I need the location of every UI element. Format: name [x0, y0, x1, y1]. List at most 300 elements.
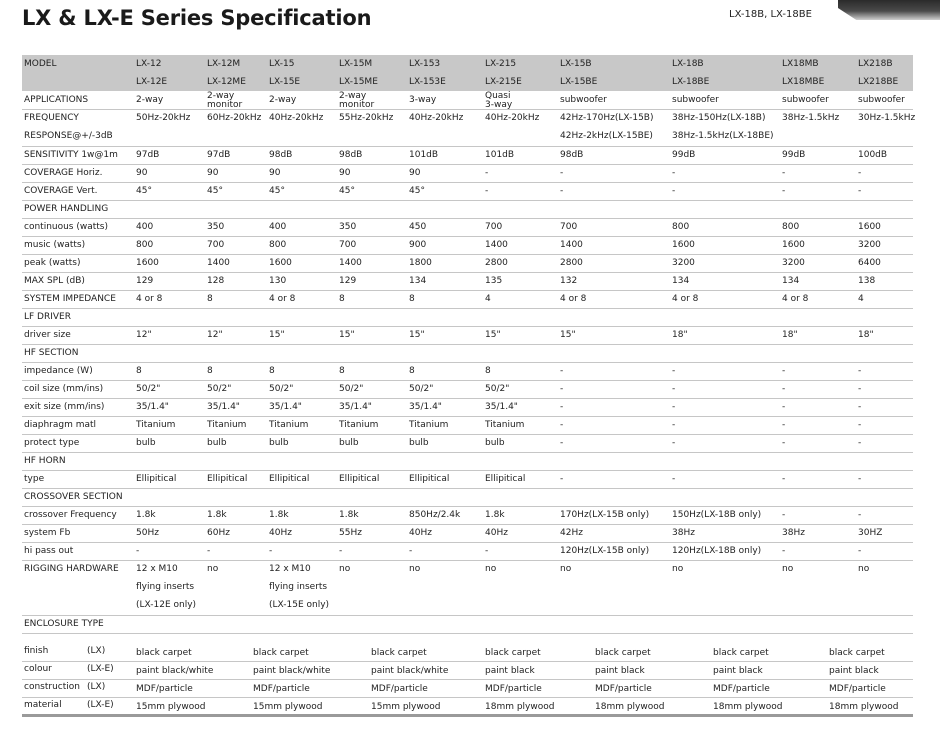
row-value: flying inserts — [269, 582, 328, 592]
row-value: 120Hz(LX-15B only) — [560, 546, 650, 556]
row-value: 8 — [207, 294, 213, 304]
row-value: 90 — [339, 168, 351, 178]
enclosure-value: MDF/particle — [595, 684, 652, 694]
enclosure-row — [22, 679, 913, 698]
row-value: bulb — [269, 438, 289, 448]
row-label: system Fb — [24, 528, 71, 538]
enclosure-value: 18mm plywood — [595, 702, 665, 712]
row-value: Ellipitical — [409, 474, 450, 484]
row-value: 40Hz — [409, 528, 432, 538]
row-value: 350 — [207, 222, 225, 232]
row-value: 1600 — [672, 240, 695, 250]
enclosure-value: paint black — [595, 666, 645, 676]
row-value: - — [560, 474, 564, 484]
row-value: 50/2" — [485, 384, 510, 394]
row-value: 45° — [269, 186, 285, 196]
row-value: 3-way — [485, 100, 513, 110]
row-value: 50/2" — [409, 384, 434, 394]
enclosure-value: 18mm plywood — [713, 702, 783, 712]
table-row — [22, 452, 913, 471]
table-row — [22, 362, 913, 381]
row-value: 700 — [485, 222, 503, 232]
row-value: no — [485, 564, 497, 574]
row-value: 12 x M10 — [136, 564, 178, 574]
row-value: 1.8k — [136, 510, 156, 520]
enclosure-value: MDF/particle — [253, 684, 310, 694]
row-value: 40Hz-20kHz — [485, 113, 540, 123]
row-value: 2-way — [136, 95, 164, 105]
row-value: 30Hz-1.5kHz — [858, 113, 916, 123]
row-value: 45° — [409, 186, 425, 196]
row-value: 4 — [485, 294, 491, 304]
row-label: peak (watts) — [24, 258, 81, 268]
row-value: - — [782, 546, 786, 556]
row-value: - — [672, 438, 676, 448]
row-value: 2800 — [560, 258, 583, 268]
row-value: 38Hz — [672, 528, 695, 538]
row-value: 134 — [782, 276, 800, 286]
enclosure-variant: (LX-E) — [87, 664, 114, 674]
model-name: LX18MB — [782, 59, 819, 69]
enclosure-label: colour — [24, 664, 52, 674]
row-value: 8 — [409, 294, 415, 304]
model-name-e: LX-15ME — [339, 77, 378, 87]
enclosure-value: MDF/particle — [136, 684, 193, 694]
row-label: COVERAGE Vert. — [24, 186, 98, 196]
enclosure-label: construction — [24, 682, 80, 692]
row-value: - — [560, 168, 564, 178]
row-value: (LX-12E only) — [136, 600, 197, 610]
row-label: ENCLOSURE TYPE — [24, 619, 104, 629]
model-name-e: LX-15BE — [560, 77, 598, 87]
row-value: - — [560, 366, 564, 376]
row-value: 38Hz-1.5kHz — [782, 113, 840, 123]
table-row — [22, 200, 913, 219]
row-value: no — [560, 564, 572, 574]
row-value: - — [672, 366, 676, 376]
row-value: 15" — [339, 330, 355, 340]
row-value: 12" — [136, 330, 152, 340]
row-value: 45° — [136, 186, 152, 196]
row-value: 55Hz — [339, 528, 362, 538]
row-value: Ellipitical — [485, 474, 526, 484]
row-value: 99dB — [782, 150, 806, 160]
row-value: 8 — [409, 366, 415, 376]
row-value: 1.8k — [207, 510, 227, 520]
enclosure-value: paint black/white — [253, 666, 331, 676]
table-row — [22, 615, 913, 634]
enclosure-variant: (LX) — [87, 646, 106, 656]
row-value: - — [672, 474, 676, 484]
row-value: - — [858, 510, 862, 520]
table-row — [22, 236, 913, 255]
row-value: 98dB — [339, 150, 363, 160]
model-label: MODEL — [24, 59, 57, 69]
table-row — [22, 380, 913, 399]
row-value: no — [858, 564, 870, 574]
enclosure-value: paint black — [485, 666, 535, 676]
table-row — [22, 308, 913, 327]
row-value: Ellipitical — [136, 474, 177, 484]
row-value: - — [560, 402, 564, 412]
row-value: 90 — [207, 168, 219, 178]
row-value: 42Hz — [560, 528, 583, 538]
table-row — [22, 506, 913, 525]
page-title: LX & LX-E Series Specification — [22, 6, 372, 30]
row-value: 4 or 8 — [782, 294, 809, 304]
model-name: LX-18B — [672, 59, 704, 69]
row-value: - — [782, 438, 786, 448]
enclosure-value: black carpet — [713, 648, 769, 658]
speaker-product-image — [838, 0, 940, 20]
enclosure-value: 18mm plywood — [829, 702, 899, 712]
row-value: - — [782, 168, 786, 178]
table-row — [22, 326, 913, 345]
row-value: 120Hz(LX-18B only) — [672, 546, 762, 556]
model-name: LX-153 — [409, 59, 441, 69]
row-value: 1.8k — [269, 510, 289, 520]
row-value: 129 — [339, 276, 357, 286]
model-name-e: LX218BE — [858, 77, 899, 87]
table-row — [22, 146, 913, 165]
row-label: type — [24, 474, 45, 484]
row-value: - — [339, 546, 343, 556]
table-row — [22, 290, 913, 309]
table-row — [22, 470, 913, 489]
row-value: 6400 — [858, 258, 881, 268]
row-value: 1600 — [136, 258, 159, 268]
image-caption: LX-18B, LX-18BE — [729, 9, 812, 20]
enclosure-value: black carpet — [595, 648, 651, 658]
bottom-rule — [22, 714, 913, 717]
row-value: 50Hz — [136, 528, 159, 538]
row-label: COVERAGE Horiz. — [24, 168, 103, 178]
row-value: - — [207, 546, 211, 556]
row-label: HF HORN — [24, 456, 66, 466]
enclosure-value: black carpet — [829, 648, 885, 658]
table-row — [22, 254, 913, 273]
row-value: - — [485, 546, 489, 556]
row-value: 35/1.4" — [207, 402, 240, 412]
row-value: 60Hz — [207, 528, 230, 538]
row-value: - — [560, 438, 564, 448]
enclosure-value: MDF/particle — [829, 684, 886, 694]
row-value: 1.8k — [485, 510, 505, 520]
row-label: LF DRIVER — [24, 312, 71, 322]
row-value: - — [782, 366, 786, 376]
row-value: 128 — [207, 276, 225, 286]
row-value: 150Hz(LX-18B only) — [672, 510, 762, 520]
row-value: - — [782, 402, 786, 412]
row-value: 1600 — [782, 240, 805, 250]
row-value: - — [269, 546, 273, 556]
row-label: RIGGING HARDWARE — [24, 564, 119, 574]
model-name: LX-15 — [269, 59, 295, 69]
enclosure-value: paint black — [829, 666, 879, 676]
row-label: CROSSOVER SECTION — [24, 492, 123, 502]
row-value: - — [782, 474, 786, 484]
row-value: 400 — [136, 222, 154, 232]
row-value: 45° — [207, 186, 223, 196]
table-row — [22, 542, 913, 561]
table-row — [22, 434, 913, 453]
row-value: 1400 — [485, 240, 508, 250]
enclosure-variant: (LX) — [87, 682, 106, 692]
row-label: music (watts) — [24, 240, 86, 250]
row-value: 800 — [136, 240, 154, 250]
row-value: 45° — [339, 186, 355, 196]
row-value: 700 — [560, 222, 578, 232]
row-value: 1400 — [560, 240, 583, 250]
table-row — [22, 416, 913, 435]
row-value: Ellipitical — [269, 474, 310, 484]
row-value: 1.8k — [339, 510, 359, 520]
model-name: LX-15M — [339, 59, 373, 69]
row-value: 4 or 8 — [269, 294, 296, 304]
row-value: 15" — [409, 330, 425, 340]
row-value: - — [858, 438, 862, 448]
row-value: bulb — [339, 438, 359, 448]
row-value: (LX-15E only) — [269, 600, 330, 610]
row-value: 350 — [339, 222, 357, 232]
row-value: 700 — [207, 240, 225, 250]
enclosure-value: 18mm plywood — [485, 702, 555, 712]
row-value: 98dB — [560, 150, 584, 160]
row-value: 30HZ — [858, 528, 883, 538]
row-value: 170Hz(LX-15B only) — [560, 510, 650, 520]
row-value: 35/1.4" — [409, 402, 442, 412]
model-name-e: LX-18BE — [672, 77, 710, 87]
row-value: Titanium — [136, 420, 176, 430]
row-value: 15" — [560, 330, 576, 340]
row-value: - — [672, 420, 676, 430]
row-value: 1400 — [207, 258, 230, 268]
row-value: bulb — [409, 438, 429, 448]
row-value: 135 — [485, 276, 503, 286]
row-value: 8 — [339, 366, 345, 376]
row-value: 134 — [409, 276, 427, 286]
row-value: 8 — [339, 294, 345, 304]
row-value: 18" — [858, 330, 874, 340]
row-value: 99dB — [672, 150, 696, 160]
row-value: 8 — [207, 366, 213, 376]
row-label: APPLICATIONS — [24, 95, 89, 105]
enclosure-label: material — [24, 700, 62, 710]
row-value: - — [858, 402, 862, 412]
row-value: 18" — [782, 330, 798, 340]
row-value: Titanium — [269, 420, 309, 430]
row-label: driver size — [24, 330, 71, 340]
row-value: 35/1.4" — [269, 402, 302, 412]
row-value: 4 or 8 — [672, 294, 699, 304]
row-value: 38Hz — [782, 528, 805, 538]
enclosure-value: paint black/white — [371, 666, 449, 676]
row-value: 400 — [269, 222, 287, 232]
row-value: 1800 — [409, 258, 432, 268]
row-label: FREQUENCY — [24, 113, 79, 123]
table-row — [22, 344, 913, 363]
row-value: 55Hz-20kHz — [339, 113, 394, 123]
model-name: LX-215 — [485, 59, 517, 69]
row-value: 42Hz-2kHz(LX-15BE) — [560, 131, 653, 141]
row-label: coil size (mm/ins) — [24, 384, 104, 394]
row-value: 50/2" — [339, 384, 364, 394]
row-value: 101dB — [409, 150, 439, 160]
row-value: - — [672, 402, 676, 412]
row-value: - — [782, 384, 786, 394]
row-value: 2-way — [207, 91, 235, 101]
row-value: 35/1.4" — [136, 402, 169, 412]
row-value: - — [858, 420, 862, 430]
enclosure-value: MDF/particle — [371, 684, 428, 694]
row-label: RESPONSE@+/-3dB — [24, 131, 113, 141]
table-row — [22, 164, 913, 183]
row-value: - — [672, 168, 676, 178]
row-label: impedance (W) — [24, 366, 93, 376]
row-value: 50/2" — [136, 384, 161, 394]
row-value: 800 — [782, 222, 800, 232]
row-value: bulb — [136, 438, 156, 448]
row-value: 15" — [269, 330, 285, 340]
row-label: hi pass out — [24, 546, 74, 556]
row-value: Ellipitical — [339, 474, 380, 484]
row-value: 4 or 8 — [560, 294, 587, 304]
row-value: no — [207, 564, 219, 574]
row-value: 18" — [672, 330, 688, 340]
row-value: no — [409, 564, 421, 574]
row-value: 12" — [207, 330, 223, 340]
row-value: - — [409, 546, 413, 556]
table-row — [22, 398, 913, 417]
table-row — [22, 488, 913, 507]
row-value: 1600 — [269, 258, 292, 268]
table-row — [22, 91, 913, 110]
row-value: 40Hz-20kHz — [409, 113, 464, 123]
row-value: - — [782, 186, 786, 196]
row-value: no — [339, 564, 351, 574]
row-value: 4 — [858, 294, 864, 304]
enclosure-value: black carpet — [371, 648, 427, 658]
row-value: - — [136, 546, 140, 556]
row-value: - — [560, 186, 564, 196]
row-value: flying inserts — [136, 582, 195, 592]
row-value: Titanium — [485, 420, 525, 430]
row-value: - — [672, 186, 676, 196]
row-value: Titanium — [409, 420, 449, 430]
enclosure-value: black carpet — [485, 648, 541, 658]
row-value: subwoofer — [560, 95, 607, 105]
model-name-e: LX-12ME — [207, 77, 246, 87]
enclosure-value: 15mm plywood — [253, 702, 323, 712]
row-value: 35/1.4" — [485, 402, 518, 412]
table-row — [22, 182, 913, 201]
row-value: 800 — [269, 240, 287, 250]
model-name: LX-12 — [136, 59, 162, 69]
row-label: crossover Frequency — [24, 510, 117, 520]
row-value: Titanium — [207, 420, 247, 430]
row-value: 134 — [672, 276, 690, 286]
row-label: HF SECTION — [24, 348, 79, 358]
row-value: - — [858, 384, 862, 394]
row-value: 98dB — [269, 150, 293, 160]
enclosure-value: black carpet — [253, 648, 309, 658]
row-value: 42Hz-170Hz(LX-15B) — [560, 113, 654, 123]
row-value: - — [858, 546, 862, 556]
row-value: 90 — [136, 168, 148, 178]
row-value: Ellipitical — [207, 474, 248, 484]
enclosure-value: paint black — [713, 666, 763, 676]
row-value: Quasi — [485, 91, 511, 101]
enclosure-value: paint black/white — [136, 666, 214, 676]
row-value: 50/2" — [207, 384, 232, 394]
table-row — [22, 272, 913, 291]
row-label: continuous (watts) — [24, 222, 109, 232]
enclosure-row — [22, 661, 913, 680]
row-value: 450 — [409, 222, 427, 232]
row-value: 129 — [136, 276, 154, 286]
row-value: 50Hz-20kHz — [136, 113, 191, 123]
row-value: 2800 — [485, 258, 508, 268]
model-name-e: LX18MBE — [782, 77, 825, 87]
table-row — [22, 218, 913, 237]
row-value: 3200 — [782, 258, 805, 268]
row-value: 100dB — [858, 150, 888, 160]
row-value: 12 x M10 — [269, 564, 311, 574]
row-value: - — [858, 474, 862, 484]
row-value: - — [782, 420, 786, 430]
row-value: - — [560, 384, 564, 394]
row-value: subwoofer — [782, 95, 829, 105]
model-name-e: LX-215E — [485, 77, 522, 87]
model-name-e: LX-12E — [136, 77, 168, 87]
row-value: - — [672, 384, 676, 394]
row-value: 2-way — [339, 91, 367, 101]
row-value: - — [858, 186, 862, 196]
row-value: 900 — [409, 240, 427, 250]
model-name: LX-12M — [207, 59, 241, 69]
row-value: 38Hz-1.5kHz(LX-18BE) — [672, 131, 774, 141]
row-value: 2-way — [269, 95, 297, 105]
row-value: - — [858, 366, 862, 376]
row-value: monitor — [339, 100, 375, 110]
row-value: - — [560, 420, 564, 430]
enclosure-value: MDF/particle — [713, 684, 770, 694]
row-value: 60Hz-20kHz — [207, 113, 262, 123]
row-value: 35/1.4" — [339, 402, 372, 412]
row-value: 800 — [672, 222, 690, 232]
row-value: 4 or 8 — [136, 294, 163, 304]
row-value: 97dB — [207, 150, 231, 160]
model-name: LX-15B — [560, 59, 592, 69]
enclosure-row — [22, 643, 913, 662]
row-value: 101dB — [485, 150, 515, 160]
row-value: 40Hz — [485, 528, 508, 538]
row-value: 15" — [485, 330, 501, 340]
row-value: 3-way — [409, 95, 437, 105]
model-name: LX218B — [858, 59, 893, 69]
row-value: no — [672, 564, 684, 574]
row-value: 40Hz-20kHz — [269, 113, 324, 123]
row-value: 3200 — [858, 240, 881, 250]
row-value: 1600 — [858, 222, 881, 232]
row-value: - — [858, 168, 862, 178]
row-value: 90 — [409, 168, 421, 178]
row-value: subwoofer — [858, 95, 905, 105]
row-value: 8 — [269, 366, 275, 376]
row-value: Titanium — [339, 420, 379, 430]
table-row — [22, 109, 916, 147]
row-value: monitor — [207, 100, 243, 110]
